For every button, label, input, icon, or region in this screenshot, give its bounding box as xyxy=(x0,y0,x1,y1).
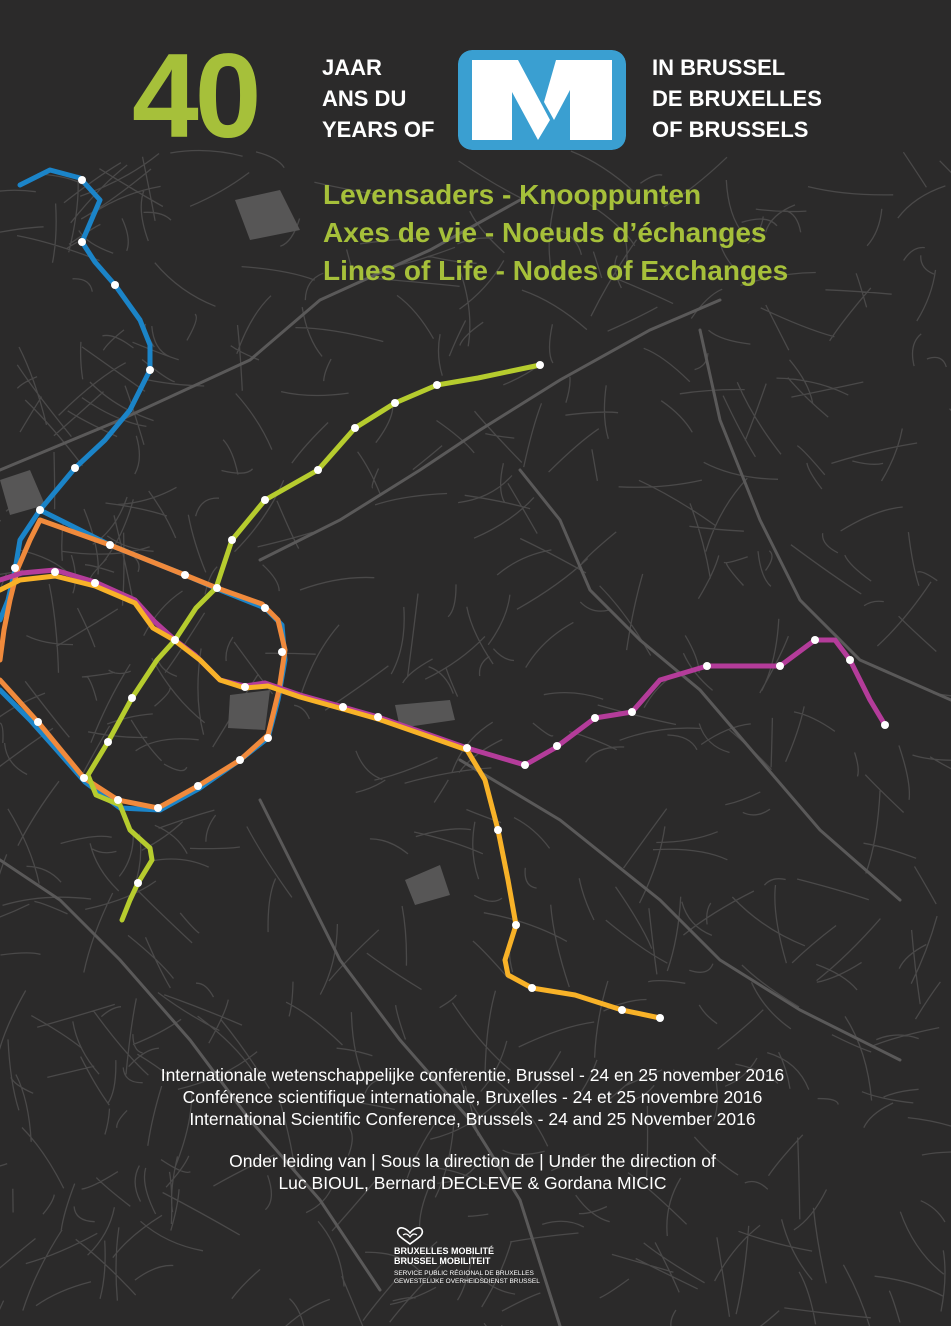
metro-station-dot xyxy=(811,636,819,644)
metro-station-dot xyxy=(846,656,854,664)
conference-line-fr: Conférence scientifique internationale, Bruxelles - 24 et 25 novembre 2016 xyxy=(182,1087,763,1107)
metro-station-dot xyxy=(51,568,59,576)
metro-station-dot xyxy=(213,584,221,592)
tagline-fr: Axes de vie - Noeuds d’échanges xyxy=(323,217,767,248)
tagline-en: Lines of Life - Nodes of Exchanges xyxy=(323,255,789,286)
metro-station-dot xyxy=(278,648,286,656)
metro-station-dot xyxy=(146,366,154,374)
metro-station-dot xyxy=(433,381,441,389)
metro-station-dot xyxy=(881,721,889,729)
metro-station-dot xyxy=(391,399,399,407)
header-right-text xyxy=(652,52,822,145)
metro-station-dot xyxy=(628,708,636,716)
metro-station-dot xyxy=(171,636,179,644)
forty-years-number: 40 xyxy=(132,29,258,163)
metro-station-dot xyxy=(261,604,269,612)
metro-station-dot xyxy=(339,703,347,711)
metro-station-dot xyxy=(521,761,529,769)
metro-line-magenta xyxy=(0,570,885,765)
metro-station-dot xyxy=(78,238,86,246)
header-left-line-fr: ANS DU xyxy=(322,86,407,111)
conference-info xyxy=(0,1064,945,1130)
metro-station-dot xyxy=(264,734,272,742)
metro-station-dot xyxy=(656,1014,664,1022)
metro-m-logo-icon xyxy=(458,50,626,150)
metro-station-dot xyxy=(528,984,536,992)
editors-names: Luc BIOUL, Bernard DECLEVE & Gordana MICIC xyxy=(278,1173,667,1193)
metro-station-dot xyxy=(111,281,119,289)
metro-station-dot xyxy=(154,804,162,812)
metro-station-dot xyxy=(128,694,136,702)
metro-station-dot xyxy=(114,796,122,804)
header-left-line-nl: JAAR xyxy=(322,55,382,80)
metro-station-dot xyxy=(351,424,359,432)
metro-line-green xyxy=(88,365,540,920)
metro-station-dot xyxy=(34,718,42,726)
conference-line-nl: Internationale wetenschappelijke conferentie, Brussel - 24 en 25 november 2016 xyxy=(160,1065,785,1085)
metro-station-dot xyxy=(374,713,382,721)
metro-station-dot xyxy=(703,662,711,670)
metro-line-blue-ring xyxy=(0,510,285,810)
header-left-text xyxy=(322,52,434,145)
metro-station-dot xyxy=(314,466,322,474)
metro-station-dot xyxy=(261,496,269,504)
metro-station-dot xyxy=(553,742,561,750)
metro-station-dot xyxy=(228,536,236,544)
metro-station-dot xyxy=(591,714,599,722)
metro-station-dot xyxy=(134,879,142,887)
metro-line-orange-ring xyxy=(0,520,285,808)
org-name-fr: BRUXELLES MOBILITÉ xyxy=(394,1246,495,1256)
metro-station-dot xyxy=(11,564,19,572)
header-right-line-en: OF BRUSSELS xyxy=(652,117,809,142)
metro-station-dot xyxy=(536,361,544,369)
metro-station-dot xyxy=(106,541,114,549)
header-right-line-nl: IN BRUSSEL xyxy=(652,55,786,80)
tagline xyxy=(323,176,788,290)
tagline-nl: Levensaders - Knooppunten xyxy=(323,179,702,210)
metro-station-dot xyxy=(104,738,112,746)
metro-station-dot xyxy=(236,756,244,764)
metro-station-dot xyxy=(194,782,202,790)
metro-station-dot xyxy=(181,571,189,579)
metro-station-dot xyxy=(241,683,249,691)
metro-station-dot xyxy=(512,921,520,929)
metro-station-dot xyxy=(463,744,471,752)
header-right-line-fr: DE BRUXELLES xyxy=(652,86,822,111)
editors-info xyxy=(0,1150,945,1194)
metro-station-dot xyxy=(36,506,44,514)
direction-label: Onder leiding van | Sous la direction de | Under the direction of xyxy=(229,1151,716,1171)
metro-station-dot xyxy=(776,662,784,670)
metro-station-dot xyxy=(78,176,86,184)
header-left-line-en: YEARS OF xyxy=(322,117,435,142)
org-name-nl: BRUSSEL MOBILITEIT xyxy=(394,1256,491,1266)
metro-station-dot xyxy=(494,826,502,834)
bruxelles-mobilite-emblem-icon xyxy=(394,1226,426,1246)
metro-station-dot xyxy=(91,579,99,587)
metro-station-dot xyxy=(618,1006,626,1014)
org-service-nl: GEWESTELIJKE OVERHEIDSDIENST BRUSSEL xyxy=(394,1278,540,1285)
metro-station-dot xyxy=(71,464,79,472)
org-service-fr: SERVICE PUBLIC RÉGIONAL DE BRUXELLES xyxy=(394,1270,534,1277)
conference-line-en: International Scientific Conference, Brussels - 24 and 25 November 2016 xyxy=(189,1109,756,1129)
metro-station-dot xyxy=(80,774,88,782)
